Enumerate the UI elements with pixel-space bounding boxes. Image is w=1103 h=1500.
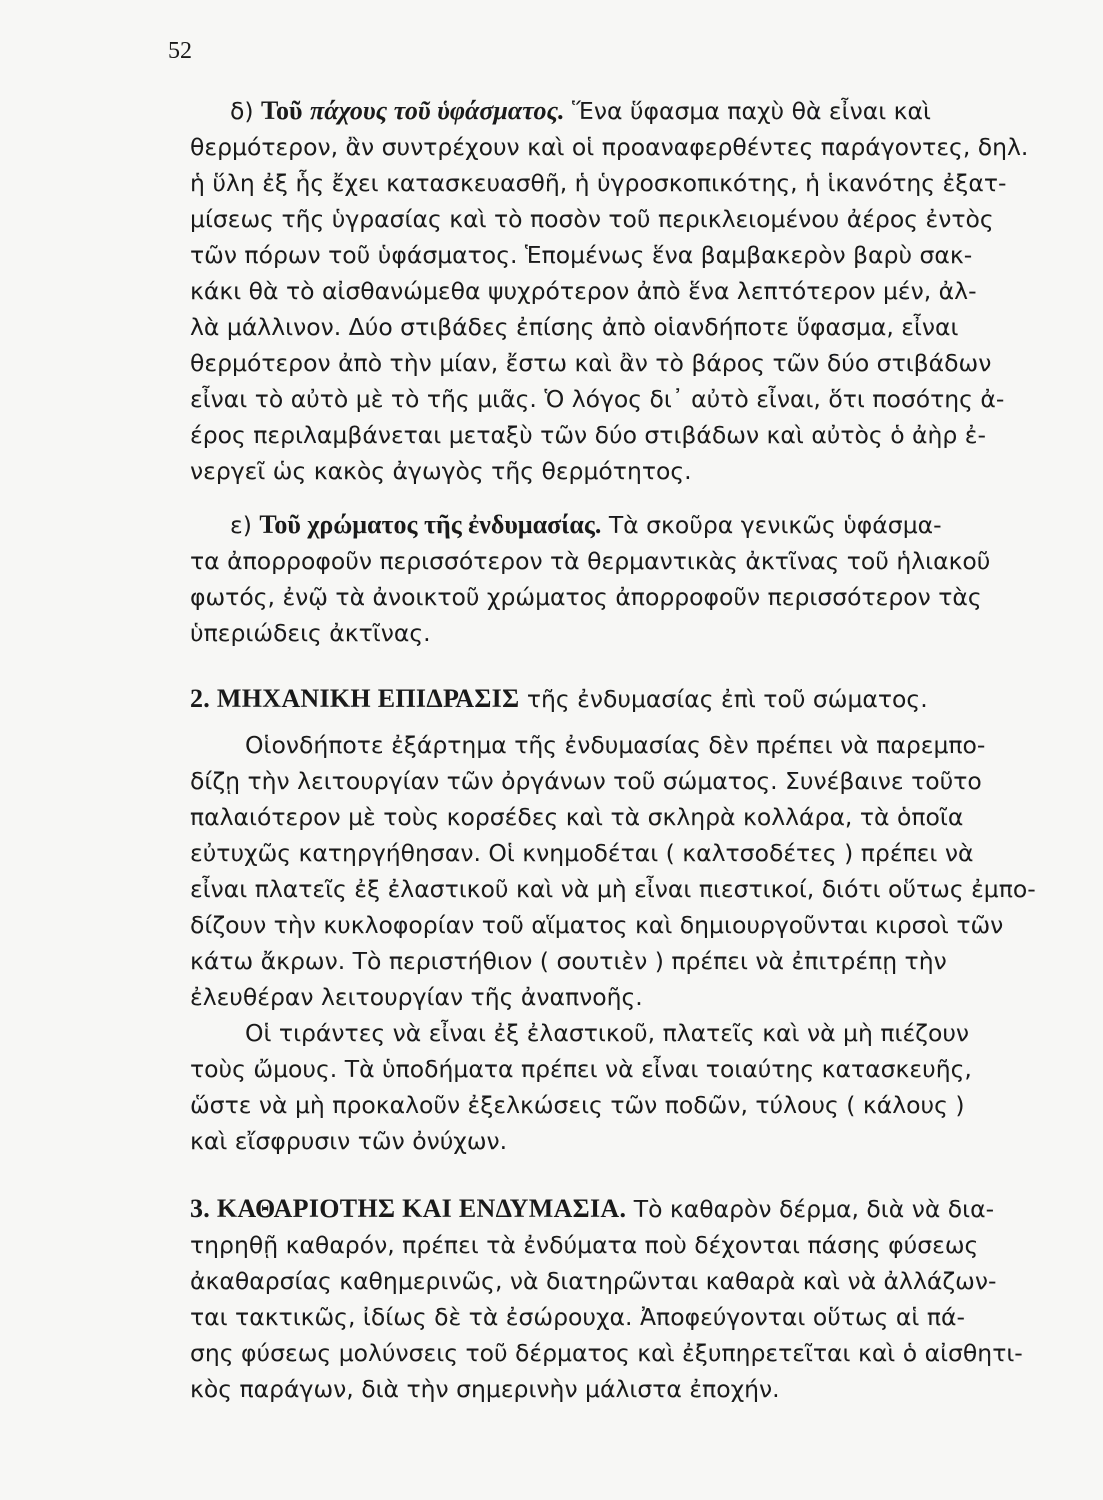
section-d-line: θερμότερον, ἂν συντρέχουν καὶ οἱ προαναφερθέντες παράγοντες, δηλ. [190, 133, 1029, 161]
section-3-heading: 3. ΚΑΘΑΡΙΟΤΗΣ ΚΑΙ ΕΝΔΥΜΑΣΙΑ. [190, 1194, 627, 1223]
section-d-line: λὰ μάλλινον. Δύο στιβάδες ἐπίσης ἀπὸ οἱανδήποτε ὕφασμα, εἶναι [190, 313, 959, 341]
section-3-line: ται τακτικῶς, ἰδίως δὲ τὰ ἐσώρουχα. Ἀποφεύγονται οὕτως αἱ πά- [190, 1303, 965, 1331]
section-d-first-line [230, 94, 931, 128]
section-3-line: τηρηθῇ καθαρόν, πρέπει τὰ ἐνδύματα ποὺ δέχονται πάσης φύσεως [190, 1231, 979, 1259]
section-d-line: έρος περιλαμβάνεται μεταξὺ τῶν δύο στιβάδων καὶ αὐτὸς ὁ ἀὴρ ἐ- [190, 421, 986, 449]
section-3-line: Τὸ καθαρὸν δέρμα, διὰ νὰ δια- [626, 1195, 995, 1223]
section-d-line: εἶναι τὸ αὐτὸ μὲ τὸ τῆς μιᾶς. Ὁ λόγος δι᾽ αὐτὸ εἶναι, ὅτι ποσότης ἀ- [190, 385, 1005, 413]
section-e-line: φωτός, ἐνῷ τὰ ἀνοικτοῦ χρώματος ἀπορροφοῦν περισσότερον τὰς [190, 583, 982, 611]
section-d-line: μίσεως τῆς ὑγρασίας καὶ τὸ ποσὸν τοῦ περικλειομένου ἀέρος ἐντὸς [190, 205, 994, 233]
section-d-heading-word: Τοῦ [261, 96, 303, 125]
section-2-line: δίζουν τὴν κυκλοφορίαν τοῦ αἵματος καὶ δημιουργοῦνται κιρσοὶ τῶν [190, 911, 1004, 939]
section-d-line: κάκι θὰ τὸ αἰσθανώμεθα ψυχρότερον ἀπὸ ἕνα λεπτότερον μέν, ἀλ- [190, 277, 977, 305]
section-2-line: εὐτυχῶς κατηργήθησαν. Οἱ κνημοδέται ( καλτσοδέτες ) πρέπει νὰ [190, 839, 974, 867]
section-d-heading-italic: πάχους τοῦ ὑφάσματος. [310, 96, 565, 125]
section-2-line: ἐλευθέραν λειτουργίαν τῆς ἀναπνοῆς. [190, 983, 643, 1011]
section-d-marker: δ) [230, 97, 254, 125]
section-2-line: τῆς ἐνδυμασίας ἐπὶ τοῦ σώματος. [519, 685, 928, 713]
section-d-line: ἡ ὕλη ἐξ ἧς ἔχει κατασκευασθῆ, ἡ ὑγροσκοπικότης, ἡ ἱκανότης ἐξατ- [190, 169, 1007, 197]
section-e-marker: ε) [230, 511, 252, 539]
section-e-line: τα ἀπορροφοῦν περισσότερον τὰ θερμαντικὰς ἀκτῖνας τοῦ ἡλιακοῦ [190, 547, 991, 575]
section-d-line: θερμότερον ἀπὸ τὴν μίαν, ἔστω καὶ ἂν τὸ βάρος τῶν δύο στιβάδων [190, 349, 992, 377]
section-2-first-line [190, 682, 928, 716]
section-2-line: καὶ εἴσφρυσιν τῶν ὀνύχων. [190, 1127, 508, 1155]
section-2-line: τοὺς ὤμους. Τὰ ὑποδήματα πρέπει νὰ εἶναι τοιαύτης κατασκευῆς, [190, 1055, 972, 1083]
section-2-line: ὥστε νὰ μὴ προκαλοῦν ἐξελκώσεις τῶν ποδῶν, τύλους ( κάλους ) [190, 1091, 965, 1119]
section-e-line: Τὰ σκοῦρα γενικῶς ὑφάσμα- [601, 511, 942, 539]
section-e-heading: Τοῦ χρώματος τῆς ἐνδυμασίας. [259, 510, 602, 539]
section-2-line: κάτω ἄκρων. Τὸ περιστήθιον ( σουτιὲν ) πρέπει νὰ ἐπιτρέπῃ τὴν [190, 947, 947, 975]
page-number: 52 [168, 38, 192, 64]
section-2-line: παλαιότερον μὲ τοὺς κορσέδες καὶ τὰ σκληρὰ κολλάρα, τὰ ὁποῖα [190, 803, 964, 831]
section-3-line: ἀκαθαρσίας καθημερινῶς, νὰ διατηρῶνται καθαρὰ καὶ νὰ ἀλλάζων- [190, 1267, 997, 1295]
section-e-first-line [230, 508, 942, 542]
section-2-line: Οἱ τιράντες νὰ εἶναι ἐξ ἐλαστικοῦ, πλατεῖς καὶ νὰ μὴ πιέζουν [245, 1019, 970, 1047]
section-3-line: κὸς παράγων, διὰ τὴν σημερινὴν μάλιστα ἐποχήν. [190, 1375, 780, 1403]
section-d-line: τῶν πόρων τοῦ ὑφάσματος. Ἑπομένως ἕνα βαμβακερὸν βαρὺ σακ- [190, 241, 973, 269]
section-3-line: σης φύσεως μολύνσεις τοῦ δέρματος καὶ ἐξυπηρετεῖται καὶ ὁ αἰσθητι- [190, 1339, 1023, 1367]
section-2-line: εἶναι πλατεῖς ἐξ ἐλαστικοῦ καὶ νὰ μὴ εἶναι πιεστικοί, διότι οὕτως ἐμπο- [190, 875, 1036, 903]
section-e-line: ὑπεριώδεις ἀκτῖνας. [190, 619, 431, 647]
section-3-first-line [190, 1192, 994, 1226]
section-d-line: νεργεῖ ὡς κακὸς ἀγωγὸς τῆς θερμότητος. [190, 457, 692, 485]
section-2-heading: 2. ΜΗΧΑΝΙΚΗ ΕΠΙΔΡΑΣΙΣ [190, 684, 520, 713]
section-2-line: δίζῃ τὴν λειτουργίαν τῶν ὀργάνων τοῦ σώματος. Συνέβαινε τοῦτο [190, 767, 982, 795]
section-d-line: Ἕνα ὕφασμα παχὺ θὰ εἶναι καὶ [564, 97, 931, 125]
section-2-line: Οἱονδήποτε ἐξάρτημα τῆς ἐνδυμασίας δὲν πρέπει νὰ παρεμπο- [245, 731, 986, 759]
